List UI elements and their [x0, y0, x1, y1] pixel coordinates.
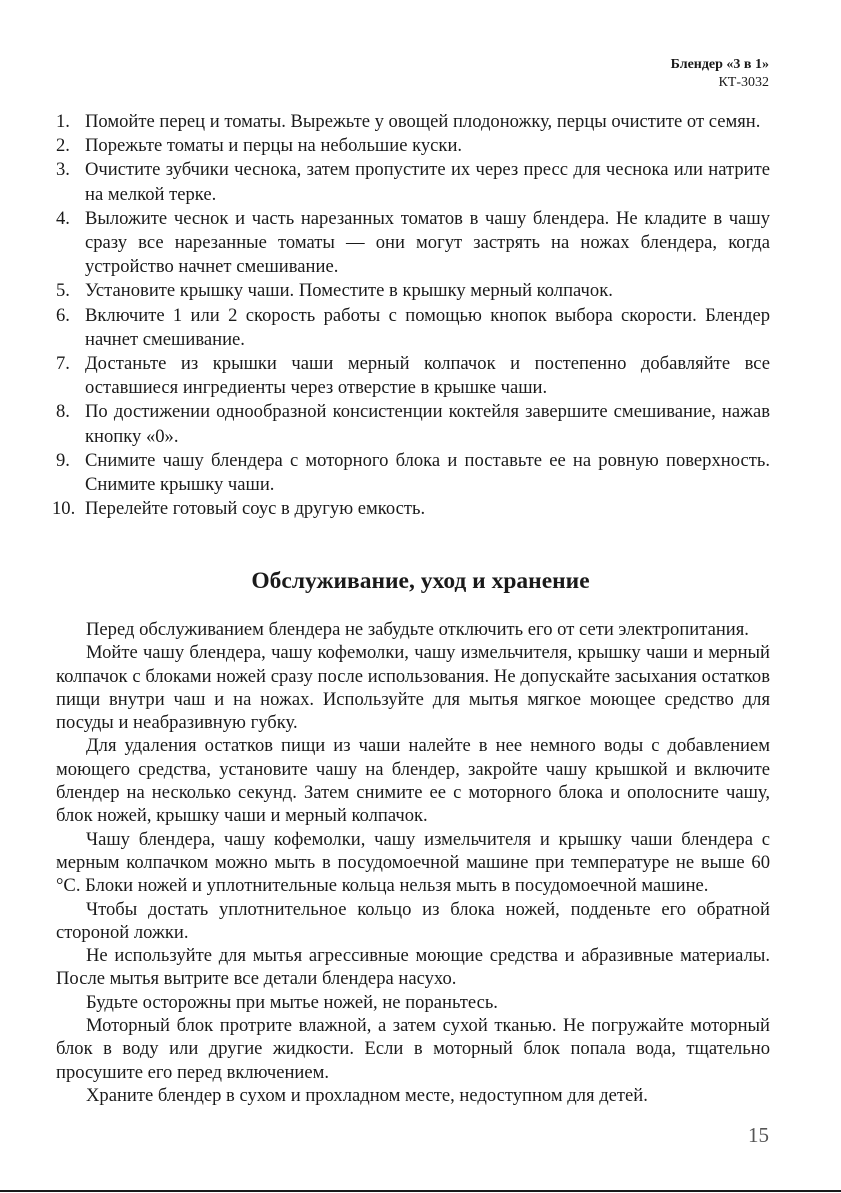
step-number: 2.: [56, 135, 70, 157]
paragraph: Перед обслуживанием блендера не забудьте отключить его от сети электропитания.: [86, 619, 749, 640]
step-text: По достижении однообразной консистенции коктейля завершите смешивание, нажав кнопку «0».: [85, 401, 770, 447]
step-number: 6.: [56, 304, 70, 326]
step-item: [56, 207, 770, 280]
step-text: Достаньте из крышки чаши мерный колпачок и постепенно добавляйте все оставшиеся ингредиенты через отверстие в крышке чаши.: [85, 353, 770, 399]
bottom-rule: [0, 1190, 841, 1192]
step-number: 3.: [56, 159, 70, 181]
header-model: КТ-3032: [718, 75, 769, 90]
step-item: [56, 158, 770, 206]
step-number: 1.: [56, 111, 70, 132]
section-title: Обслуживание, уход и хранение: [251, 568, 590, 594]
instruction-steps: [52, 110, 770, 521]
paragraph: Мойте чашу блендера, чашу кофемолки, чашу измельчителя, крышку чаши и мерный колпачок с блоками ножей сразу после использования. Не допускайте засыхания остатков пищи внутри чаш и на ножах. Используйте для мытья мягкое моющее средство для посуды и неабразивную губку.: [56, 642, 770, 734]
step-item: [56, 110, 770, 134]
step-item: [56, 449, 770, 497]
header-title: Блендер «3 в 1»: [670, 57, 769, 72]
step-number: 9.: [56, 449, 70, 471]
step-item: [52, 497, 770, 521]
step-text: Перелейте готовый соус в другую емкость.: [85, 498, 426, 520]
step-text: Выложите чеснок и часть нарезанных томатов в чашу блендера. Не кладите в чашу сразу все нарезанные томаты — они могут застрять на ножах блендера, когда устройство начнет смешивание.: [85, 207, 770, 278]
paragraph: Чтобы достать уплотнительное кольцо из блока ножей, подденьте его обратной стороной ложки.: [56, 898, 770, 943]
step-item: [56, 134, 770, 158]
step-item: [56, 279, 770, 303]
step-text: Помойте перец и томаты. Вырежьте у овощей плодоножку, перцы очистите от семян.: [85, 111, 761, 132]
step-text: Порежьте томаты и перцы на небольшие куски.: [85, 135, 463, 157]
step-text: Очистите зубчики чеснока, затем пропустите их через пресс для чеснока или натрите на мелкой терке.: [85, 159, 770, 205]
step-number: 4.: [56, 207, 70, 229]
paragraph: Чашу блендера, чашу кофемолки, чашу измельчителя и крышку чаши блендера с мерным колпачком можно мыть в посудомоечной машине при температуре не выше 60 °С. Блоки ножей и уплотнительные кольца нельзя мыть в посудомоечной машине.: [56, 828, 770, 897]
paragraph: Храните блендер в сухом и прохладном месте, недоступном для детей.: [86, 1084, 648, 1106]
step-item: [56, 400, 770, 448]
step-number: 10.: [52, 498, 76, 520]
step-text: Включите 1 или 2 скорость работы с помощью кнопок выбора скорости. Блендер начнет смешивание.: [85, 304, 770, 350]
page-number: 15: [748, 1123, 769, 1147]
step-item: [56, 352, 770, 400]
step-number: 7.: [56, 353, 70, 375]
step-text: Установите крышку чаши. Поместите в крышку мерный колпачок.: [85, 280, 613, 302]
maintenance-text: [56, 618, 770, 1107]
paragraph: Моторный блок протрите влажной, а затем сухой тканью. Не погружайте моторный блок в воду или другие жидкости. Если в моторный блок попала вода, тщательно просушите его перед включением.: [56, 1015, 770, 1083]
step-number: 5.: [56, 280, 70, 302]
page-header: [671, 56, 769, 92]
step-number: 8.: [56, 401, 70, 423]
paragraph: Будьте осторожны при мытье ножей, не пораньтесь.: [86, 991, 498, 1013]
step-text: Снимите чашу блендера с моторного блока и поставьте ее на ровную поверхность. Снимите крышку чаши.: [85, 449, 770, 496]
step-item: [56, 304, 770, 352]
paragraph: Не используйте для мытья агрессивные моющие средства и абразивные материалы. После мытья вытрите все детали блендера насухо.: [56, 945, 770, 990]
paragraph: Для удаления остатков пищи из чаши налейте в нее немного воды с добавлением моющего средства, установите чашу на блендер, закройте чашу крышкой и включите блендер на несколько секунд. Затем снимите ее с моторного блока и ополосните чашу, блок ножей, крышку чаши и мерный колпачок.: [56, 735, 770, 827]
